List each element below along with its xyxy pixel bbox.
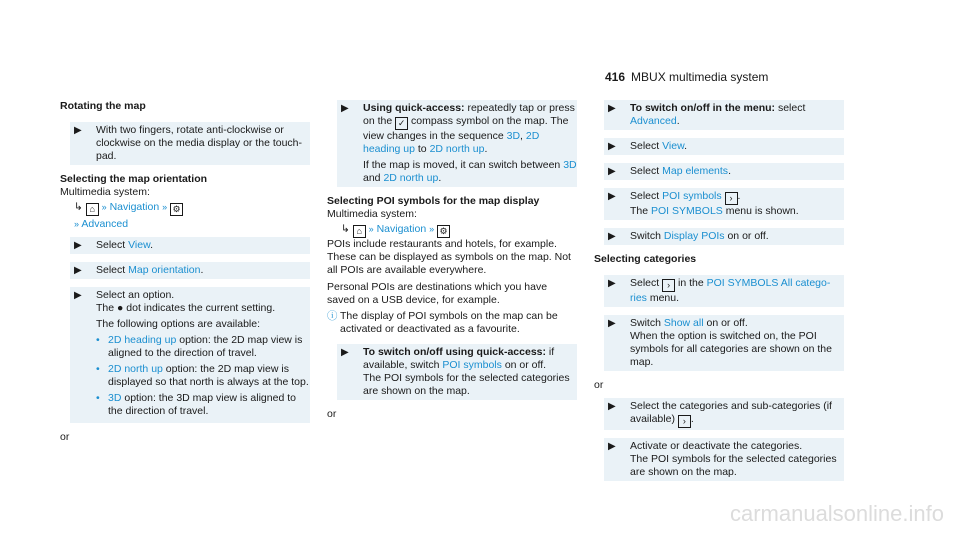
compass-icon: ✓ <box>395 117 408 130</box>
step-display-pois: ▶ Switch Display POIs on or off. <box>604 228 844 245</box>
step-poi-symbols: ▶ Select POI symbols › . The POI SYMBOLS menu is shown. <box>604 188 844 220</box>
step-menu: ▶ To switch on/off in the menu: select Advanced. <box>604 100 844 130</box>
chevron-icon: » <box>74 219 80 229</box>
step-map-orientation: ▶ Select Map orientation. <box>70 262 310 279</box>
bullet-item: • 2D heading up option: the 2D map view is aligned to the direction of travel. <box>96 334 303 359</box>
step-arrow-icon: ▶ <box>74 125 82 136</box>
nav-link[interactable]: Navigation <box>109 201 160 213</box>
step-map-elements: ▶ Select Map elements. <box>604 163 844 180</box>
map-orientation-link[interactable]: Map orientation <box>128 264 201 276</box>
menu-path: ↳ ⌂ » Navigation » ⚙ <box>74 201 310 216</box>
step-arrow-icon: ▶ <box>608 191 616 202</box>
step-arrow-icon: ▶ <box>608 318 616 329</box>
step-arrow-icon: ▶ <box>608 278 616 289</box>
chevron-right-icon: › <box>678 415 691 428</box>
column-1 <box>60 100 310 450</box>
column-2 <box>327 100 577 427</box>
watermark: carmanualsonline.info <box>729 501 944 526</box>
chevron-right-icon: › <box>662 279 675 292</box>
step-category-menu: ▶ Select › in the POI SYMBOLS All catego-ries menu. <box>604 275 844 307</box>
menu-path-2 <box>74 218 310 231</box>
page-number: 416 <box>605 70 626 84</box>
chevron-icon: » <box>101 202 107 212</box>
step-select-categories: ▶ Select the categories and sub-categories (if available) › . <box>604 398 844 430</box>
chevron-icon: » <box>162 202 168 212</box>
step-rotate: ▶ With two fingers, rotate anti-clockwise or clockwise on the media display or the touch-pad. <box>70 122 310 165</box>
bullet-item: • 2D north up option: the 2D map view is displayed so that north is always at the top. <box>96 363 309 388</box>
step-arrow-icon: ▶ <box>608 141 616 152</box>
menu-path: ↳ ⌂ » Navigation » ⚙ <box>341 223 577 238</box>
bullet-item: • 3D option: the 3D map view is aligned to the direction of travel. <box>96 392 296 417</box>
page-header-title: MBUX multimedia system <box>631 70 769 84</box>
step-option: ▶ Select an option. The ● dot indicates the current setting. The following options are available: • 2D heading up option: the 2D map view is aligned to the direction of travel. • 2D north up option: the 2D map view is displayed so that north is always at the top. • 3D option: the 3D map view is aligned to the direction of travel. <box>70 287 310 423</box>
step-arrow-icon: ▶ <box>74 240 82 251</box>
info-icon: ⓘ <box>327 310 338 322</box>
step-quick-access: ▶ Using quick-access: repeatedly tap or press on the ✓ compass symbol on the map. The view changes in the sequence 3D, 2D heading up to 2D north up. If the map is moved, it can switch between 3D and 2D north up. <box>337 100 577 187</box>
step-show-all: ▶ Switch Show all on or off. When the option is switched on, the POI symbols for all categories are shown on the map. <box>604 315 844 371</box>
step-arrow-icon: ▶ <box>74 290 82 301</box>
or-label: or <box>327 408 337 420</box>
paragraph-pois: POIs include restaurants and hotels, for example. These can be displayed as symbols on the map. Not all POIs are available everywhere. <box>327 238 571 276</box>
step-arrow-icon: ▶ <box>341 347 349 358</box>
heading-poi-symbols: Selecting POI symbols for the map display <box>327 195 540 207</box>
heading-categories: Selecting categories <box>594 253 697 265</box>
home-icon: ⌂ <box>353 225 366 238</box>
chevron-icon: » <box>429 224 435 234</box>
heading-rotating: Rotating the map <box>60 100 146 112</box>
page-header <box>605 70 768 84</box>
step-view: ▶ Select View. <box>70 237 310 254</box>
nav-link[interactable]: Navigation <box>376 223 427 235</box>
step-quick-access-poi: ▶ To switch on/off using quick-access: if available, switch POI symbols on or off. The POI symbols for the selected categories are shown on the map. <box>337 344 577 400</box>
gear-icon: ⚙ <box>437 225 450 238</box>
paragraph-personal-pois: Personal POIs are destinations which you have saved on a USB device, for example. <box>327 281 548 306</box>
column-3 <box>594 100 844 489</box>
home-icon: ⌂ <box>86 203 99 216</box>
step-arrow-icon: ▶ <box>608 166 616 177</box>
chevron-right-icon: › <box>725 192 738 205</box>
note: ⓘ The display of POI symbols on the map can be activated or deactivated as a favourite. <box>327 310 558 335</box>
chevron-icon: » <box>368 224 374 234</box>
step-arrow-icon: ▶ <box>608 441 616 452</box>
view-link[interactable]: View <box>128 239 151 251</box>
or-label: or <box>594 379 604 391</box>
step-arrow-icon: ▶ <box>608 103 616 114</box>
or-label: or <box>60 431 70 443</box>
step-arrow-icon: ▶ <box>74 265 82 276</box>
step-view: ▶ Select View. <box>604 138 844 155</box>
advanced-link[interactable]: Advanced <box>81 218 129 230</box>
step-arrow-icon: ▶ <box>341 103 349 114</box>
gear-icon: ⚙ <box>170 203 183 216</box>
heading-orientation: Selecting the map orientation <box>60 173 208 185</box>
step-arrow-icon: ▶ <box>608 231 616 242</box>
multimedia-label: Multimedia system: <box>60 186 150 198</box>
multimedia-label: Multimedia system: <box>327 208 417 220</box>
step-activate: ▶ Activate or deactivate the categories. The POI symbols for the selected categories are shown on the map. <box>604 438 844 481</box>
step-arrow-icon: ▶ <box>608 401 616 412</box>
